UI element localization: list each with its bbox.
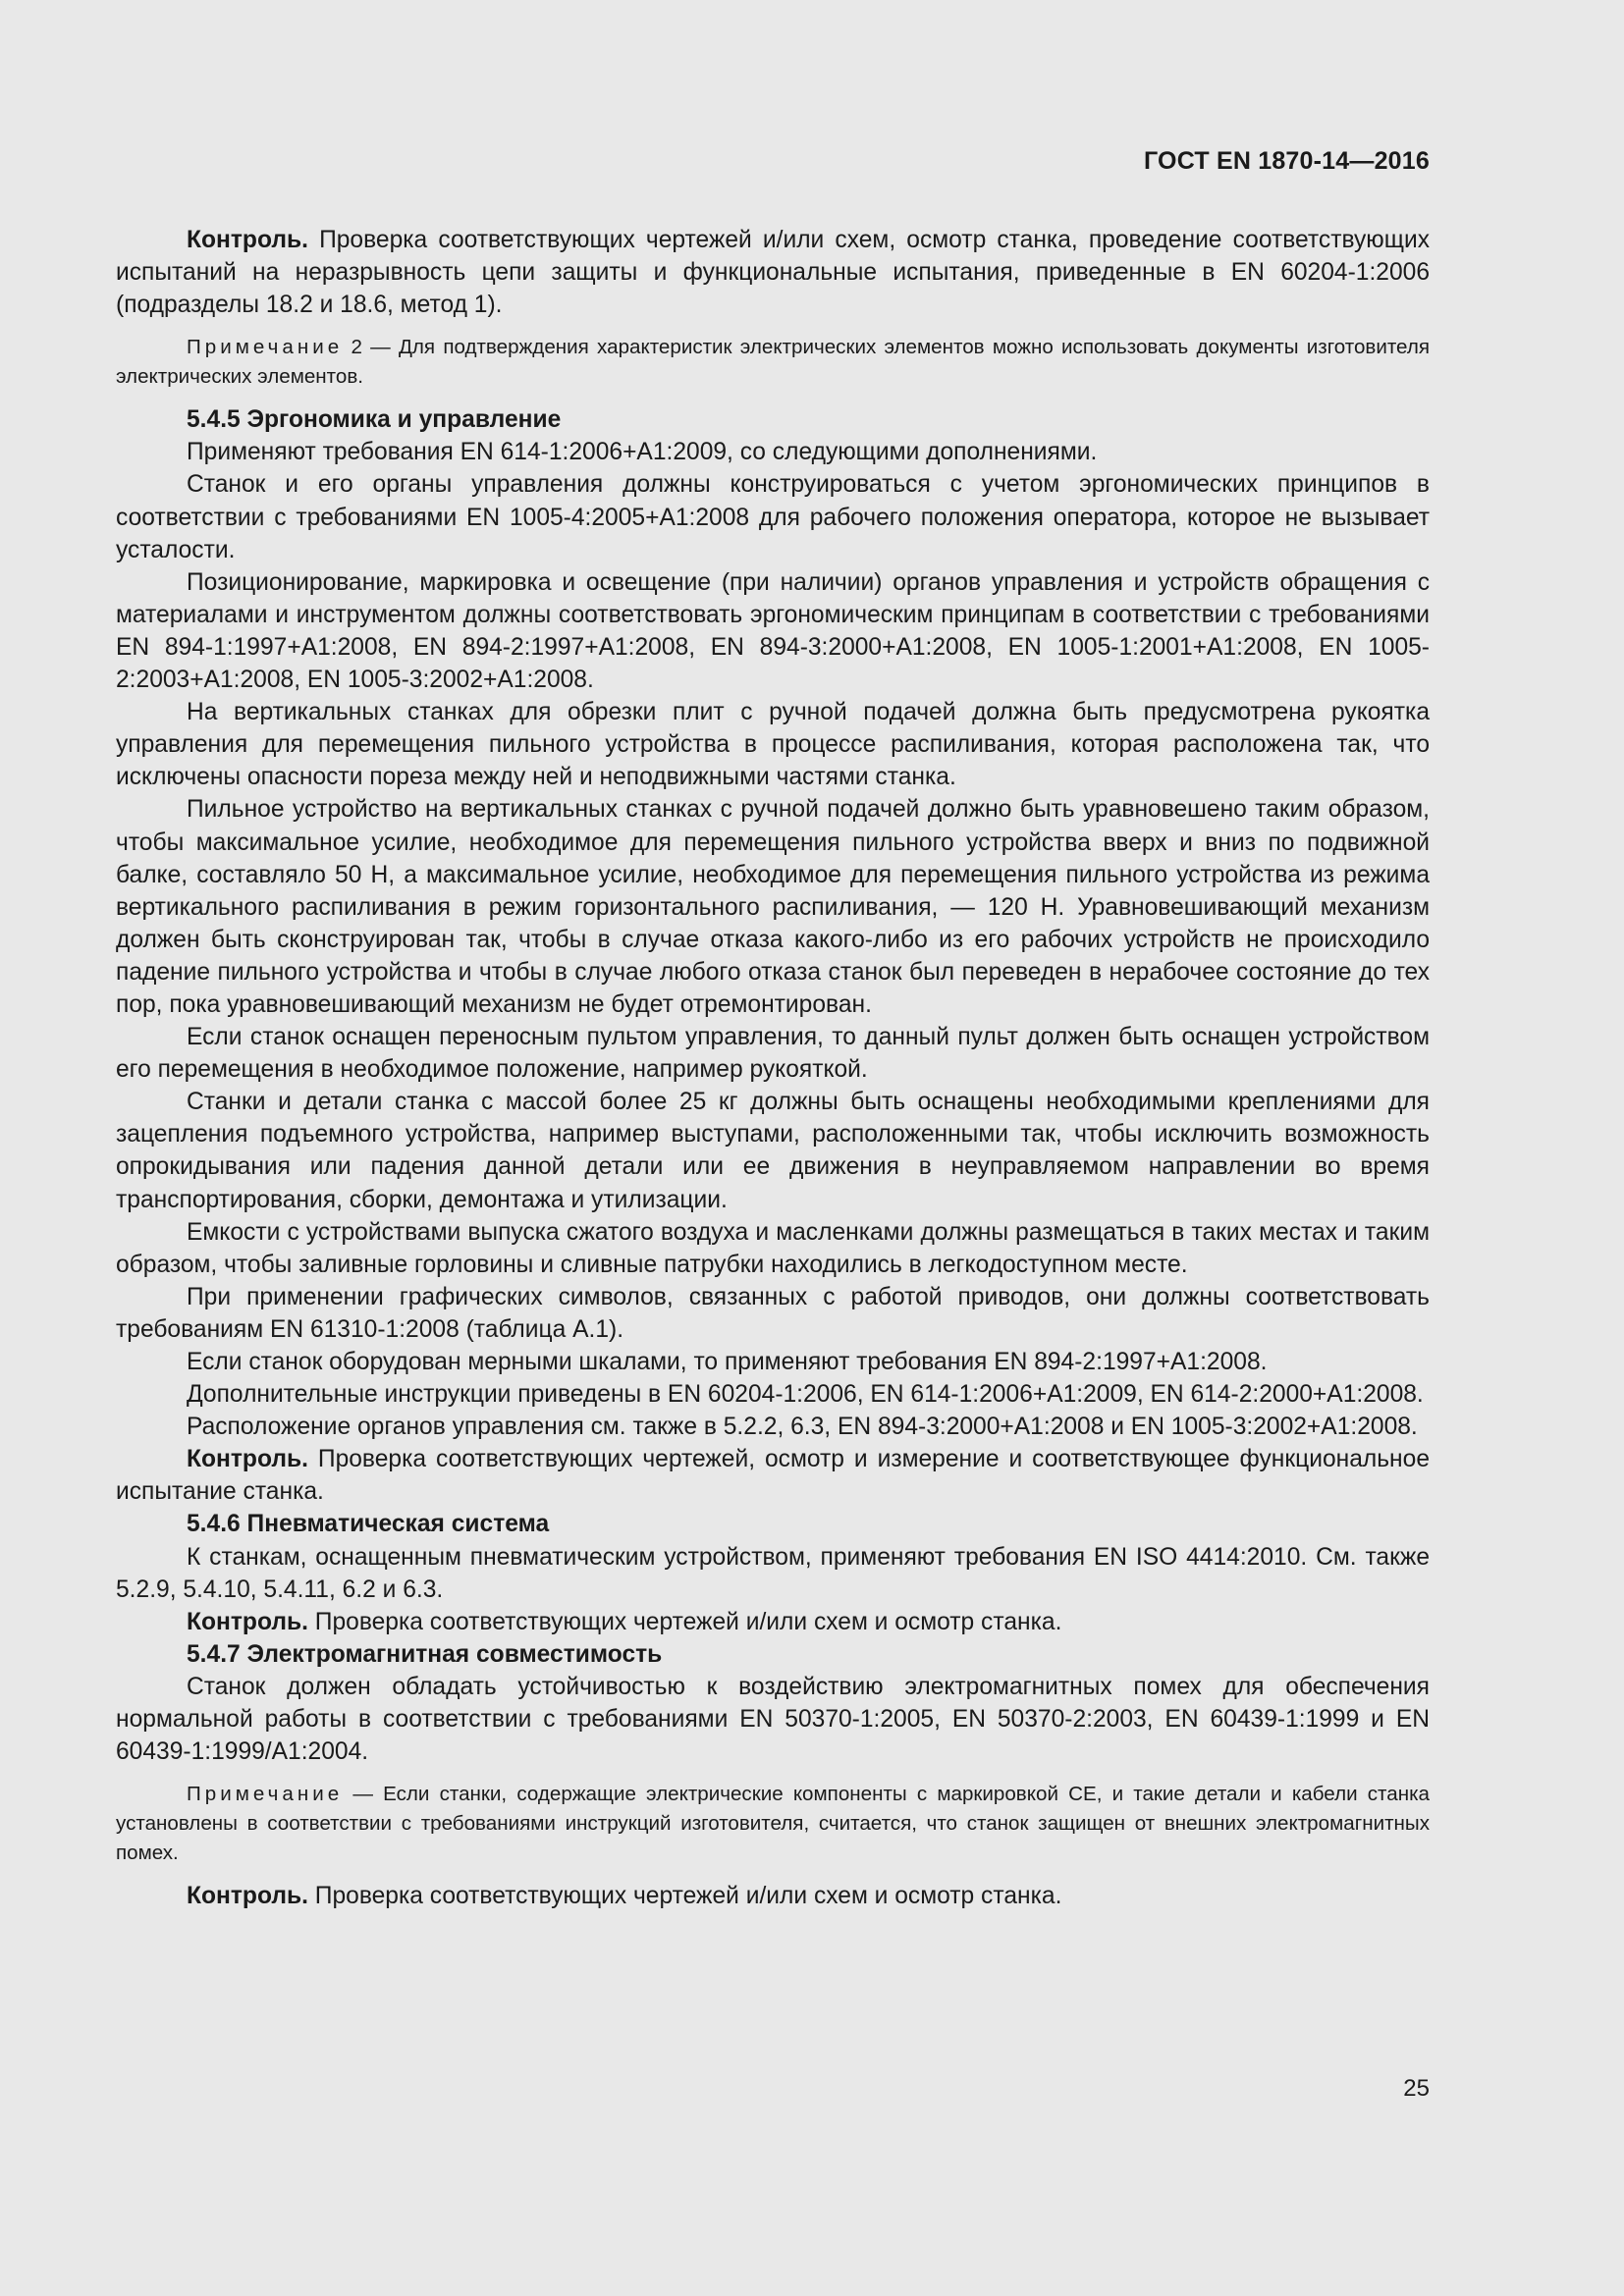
paragraph: При применении графических символов, связанных с работой приводов, они должны соответствовать требованиям EN 61310-1:2008 (таблица A.1). bbox=[116, 1283, 1430, 1343]
control-label: Контроль. bbox=[187, 1608, 308, 1635]
paragraph: На вертикальных станках для обрезки плит с ручной подачей должна быть предусмотрена рукоятка управления для перемещения пильного устройства в процессе распиливания, которая расположена так, что исключены опасности пореза между ней и неподвижными частями станка. bbox=[116, 699, 1430, 791]
paragraph-text: Проверка соответствующих чертежей и/или схем и осмотр станка. bbox=[307, 1883, 1062, 1910]
document-header: ГОСТ EN 1870-14—2016 bbox=[1144, 147, 1430, 175]
paragraph: Если станок оснащен переносным пультом управления, то данный пульт должен быть оснащен устройством его перемещения в необходимое положение, например рукояткой. bbox=[116, 1024, 1430, 1084]
paragraph: Дополнительные инструкции приведены в EN 60204-1:2006, EN 614-1:2006+A1:2009, EN 614-2:2000+A1:2008. bbox=[187, 1381, 1424, 1409]
note-text: 2 — Для подтверждения характеристик электрических элементов можно использовать документы изготовителя электрических элементов. bbox=[116, 336, 1430, 389]
paragraph: Если станок оборудован мерными шкалами, то применяют требования EN 894-2:1997+A1:2008. bbox=[187, 1349, 1268, 1375]
paragraph-control-1 bbox=[116, 224, 1430, 321]
section-heading-5-4-6: 5.4.6 Пневматическая система bbox=[187, 1511, 550, 1538]
paragraph: Станок и его органы управления должны конструироваться с учетом эргономических принципов в соответствии с требованиями EN 1005-4:2005+A1:2008 для рабочего положения оператора, которое не вызывает усталости. bbox=[116, 471, 1430, 563]
paragraph-text: Проверка соответствующих чертежей и/или схем, осмотр станка, проведение соответствующих испытаний на неразрывность цепи защиты и функциональные испытания, приведенные в EN 60204-1:2006 (подразделы 18.2 и 18.6, метод 1). bbox=[116, 227, 1430, 319]
paragraph-text: Проверка соответствующих чертежей и/или схем и осмотр станка. bbox=[307, 1608, 1062, 1635]
control-label: Контроль. bbox=[187, 1883, 308, 1910]
note-label: Примечание bbox=[187, 336, 344, 359]
paragraph: Пильное устройство на вертикальных станках с ручной подачей должно быть уравновешено таким образом, чтобы максимальное усилие, необходимое для перемещения пильного устройства вверх и вниз по подвижной балке, составляло 50 Н, а максимальное усилие, необходимое для перемещения пильного устройства из режима вертикального распиливания в режим горизонтального распиливания, — 120 Н. Уравновешивающий механизм должен быть сконструирован так, чтобы в случае отказа какого-либо из его рабочих устройств не происходило падение пильного устройства и чтобы в случае любого отказа станок был переведен в нерабочее состояние до тех пор, пока уравновешивающий механизм не будет отремонтирован. bbox=[116, 796, 1430, 1018]
paragraph: Применяют требования EN 614-1:2006+A1:2009, со следующими дополнениями. bbox=[187, 439, 1098, 466]
paragraph-control-4 bbox=[116, 1880, 1430, 1912]
note-emc bbox=[116, 1780, 1430, 1868]
paragraph-control-3 bbox=[116, 1606, 1430, 1638]
section-heading-5-4-7: 5.4.7 Электромагнитная совместимость bbox=[187, 1640, 663, 1668]
document-body bbox=[116, 224, 1430, 1912]
paragraph: Расположение органов управления см. также в 5.2.2, 6.3, EN 894-3:2000+A1:2008 и EN 1005-3:2002+A1:2008. bbox=[187, 1414, 1418, 1441]
note-label: Примечание bbox=[187, 1783, 344, 1806]
paragraph: Емкости с устройствами выпуска сжатого воздуха и масленками должны размещаться в таких местах и таким образом, чтобы заливные горловины и сливные патрубки находились в легкодоступном месте. bbox=[116, 1218, 1430, 1278]
page-number: 25 bbox=[1403, 2075, 1430, 2102]
paragraph: Станок должен обладать устойчивостью к воздействию электромагнитных помех для обеспечения нормальной работы в соответствии с требованиями EN 50370-1:2005, EN 50370-2:2003, EN 60439-1:1999 и EN 60439-1:1999/A1:2004. bbox=[116, 1673, 1430, 1766]
control-label: Контроль. bbox=[187, 1446, 308, 1473]
note-2 bbox=[116, 333, 1430, 392]
paragraph: К станкам, оснащенным пневматическим устройством, применяют требования EN ISO 4414:2010. См. также 5.2.9, 5.4.10, 5.4.11, 6.2 и 6.3. bbox=[116, 1543, 1430, 1603]
control-label: Контроль. bbox=[187, 227, 308, 253]
note-text: — Если станки, содержащие электрические компоненты с маркировкой CE, и такие детали и кабели станка установлены в соответствии с требованиями инструкций изготовителя, считается, что станок защищен от внешних электромагнитных помех. bbox=[116, 1783, 1430, 1865]
paragraph-text: Проверка соответствующих чертежей, осмотр и измерение и соответствующее функциональное испытание станка. bbox=[116, 1446, 1430, 1506]
paragraph: Станки и детали станка с массой более 25 кг должны быть оснащены необходимыми креплениями для зацепления подъемного устройства, например выступами, расположенными так, чтобы исключить возможность опрокидывания или падения данной детали или ее движения в неуправляемом направлении во время транспортирования, сборки, демонтажа и утилизации. bbox=[116, 1089, 1430, 1213]
section-heading-5-4-5: 5.4.5 Эргономика и управление bbox=[187, 406, 562, 434]
paragraph-control-2 bbox=[116, 1443, 1430, 1508]
paragraph: Позиционирование, маркировка и освещение (при наличии) органов управления и устройств обращения с материалами и инструментом должны соответствовать эргономическим принципам в соответствии с требованиями EN 894-1:1997+A1:2008, EN 894-2:1997+A1:2008, EN 894-3:2000+A1:2008, EN 1005-1:2001+A1:2008, EN 1005-2:2003+A1:2008, EN 1005-3:2002+A1:2008. bbox=[116, 568, 1430, 694]
